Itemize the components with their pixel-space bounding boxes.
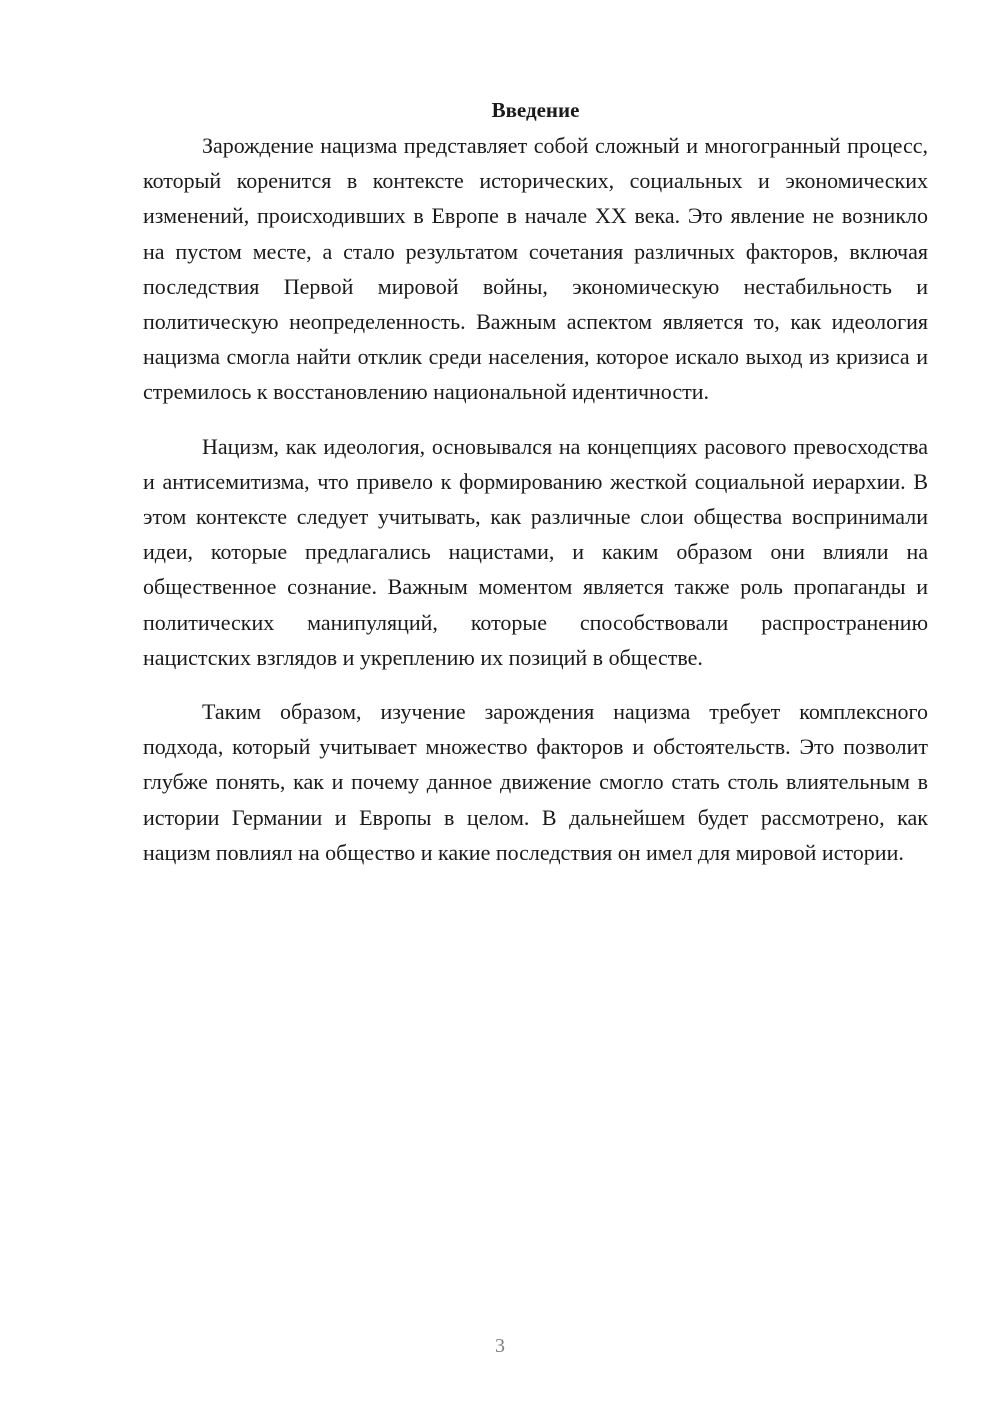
section-heading: Введение bbox=[491, 98, 580, 122]
paragraph-3: Таким образом, изучение зарождения нацизма требует комплексного подхода, который учитывает множество факторов и обстоятельств. Это позволит глубже понять, как и почему данное движение смогло стать столь влиятельным в истории Германии и Европы в целом. В дальнейшем будет рассмотрено, как нацизм повлиял на общество и какие последствия он имел для мировой истории. bbox=[143, 699, 928, 865]
paragraph-1: Зарождение нацизма представляет собой сложный и многогранный процесс, который коренится в контексте исторических, социальных и экономических изменений, происходивших в Европе в начале XX века. Это явление не возникло на пустом месте, а стало результатом сочетания различных факторов, включая последствия Первой мировой войны, экономическую нестабильность и политическую неопределенность. Важным аспектом является то, как идеология нацизма смогла найти отклик среди населения, которое искало выход из кризиса и стремилось к восстановлению национальной идентичности. bbox=[143, 133, 928, 405]
paragraph-2: Нацизм, как идеология, основывался на концепциях расового превосходства и антисемитизма, что привело к формированию жесткой социальной иерархии. В этом контексте следует учитывать, как различные слои общества воспринимали идеи, которые предлагались нацистами, и каким образом они влияли на общественное сознание. Важным моментом является также роль пропаганды и политических манипуляций, которые способствовали распространению нацистских взглядов и укреплению их позиций в обществе. bbox=[143, 433, 928, 670]
page-number: 3 bbox=[495, 1335, 505, 1357]
